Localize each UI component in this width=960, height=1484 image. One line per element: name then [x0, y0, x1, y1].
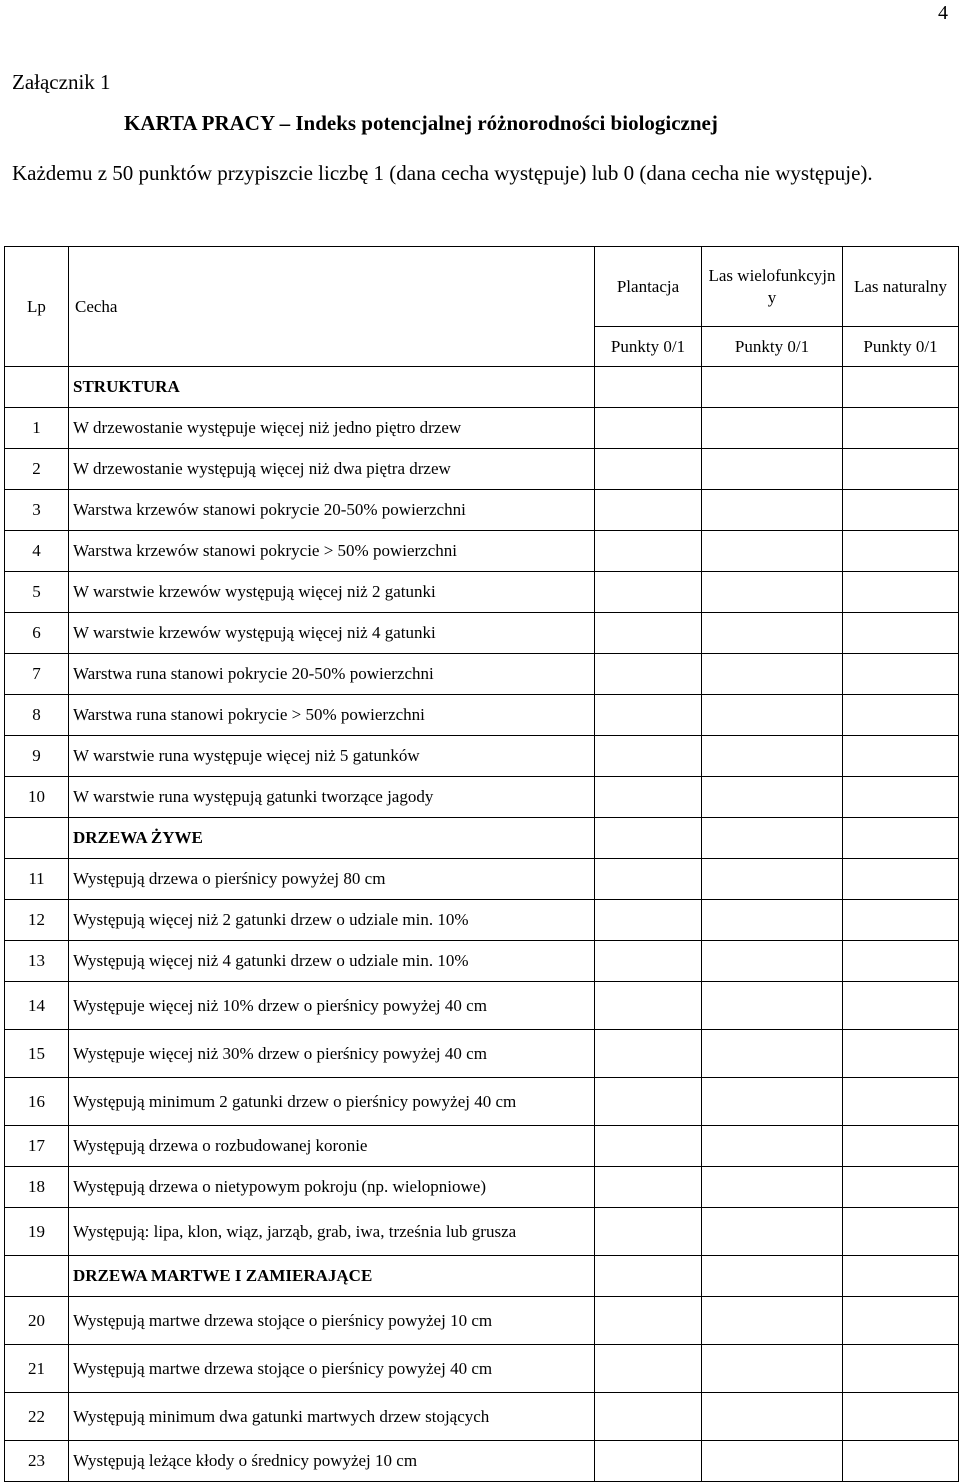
- score-cell[interactable]: [843, 1256, 959, 1297]
- score-las-naturalny[interactable]: [843, 572, 959, 613]
- feature-text: Występują martwe drzewa stojące o pierśnicy powyżej 10 cm: [69, 1297, 595, 1345]
- score-plantacja[interactable]: [595, 1030, 702, 1078]
- section-label: DRZEWA MARTWE I ZAMIERAJĄCE: [69, 1256, 595, 1297]
- row-number: 7: [5, 654, 69, 695]
- row-number: 22: [5, 1393, 69, 1441]
- feature-text: W warstwie runa występuje więcej niż 5 gatunków: [69, 736, 595, 777]
- score-las-wielofunkcyjny[interactable]: [702, 736, 843, 777]
- score-las-wielofunkcyjny[interactable]: [702, 1167, 843, 1208]
- score-plantacja[interactable]: [595, 900, 702, 941]
- score-plantacja[interactable]: [595, 859, 702, 900]
- score-plantacja[interactable]: [595, 613, 702, 654]
- score-plantacja[interactable]: [595, 490, 702, 531]
- row-number: 14: [5, 982, 69, 1030]
- feature-text: W drzewostanie występuje więcej niż jedno piętro drzew: [69, 408, 595, 449]
- score-plantacja[interactable]: [595, 531, 702, 572]
- feature-text: Warstwa krzewów stanowi pokrycie > 50% powierzchni: [69, 531, 595, 572]
- score-las-wielofunkcyjny[interactable]: [702, 531, 843, 572]
- feature-text: Występują drzewa o pierśnicy powyżej 80 cm: [69, 859, 595, 900]
- row-number: 12: [5, 900, 69, 941]
- table-row: [5, 531, 959, 572]
- table-row: [5, 1208, 959, 1256]
- score-las-wielofunkcyjny[interactable]: [702, 1441, 843, 1482]
- score-las-naturalny[interactable]: [843, 900, 959, 941]
- score-las-wielofunkcyjny[interactable]: [702, 1297, 843, 1345]
- row-number: 5: [5, 572, 69, 613]
- feature-text: Występują minimum 2 gatunki drzew o pierśnicy powyżej 40 cm: [69, 1078, 595, 1126]
- score-plantacja[interactable]: [595, 1126, 702, 1167]
- feature-text: Występują więcej niż 4 gatunki drzew o udziale min. 10%: [69, 941, 595, 982]
- score-las-wielofunkcyjny[interactable]: [702, 1345, 843, 1393]
- feature-text: Występują drzewa o rozbudowanej koronie: [69, 1126, 595, 1167]
- score-las-naturalny[interactable]: [843, 982, 959, 1030]
- score-plantacja[interactable]: [595, 654, 702, 695]
- instruction-text: Każdemu z 50 punktów przypiszcie liczbę 1 (dana cecha występuje) lub 0 (dana cecha nie występuje).: [12, 161, 873, 185]
- score-plantacja[interactable]: [595, 1078, 702, 1126]
- table-row: [5, 777, 959, 818]
- attachment-heading: Załącznik 1: [12, 70, 111, 94]
- row-number: 4: [5, 531, 69, 572]
- feature-text: W drzewostanie występują więcej niż dwa piętra drzew: [69, 449, 595, 490]
- feature-text: W warstwie krzewów występują więcej niż 4 gatunki: [69, 613, 595, 654]
- feature-text: W warstwie krzewów występują więcej niż 2 gatunki: [69, 572, 595, 613]
- worksheet-table: [4, 246, 959, 1482]
- section-lp-cell: [5, 367, 69, 408]
- score-las-wielofunkcyjny[interactable]: [702, 900, 843, 941]
- table-row: [5, 1441, 959, 1482]
- score-las-naturalny[interactable]: [843, 490, 959, 531]
- table-row: [5, 1393, 959, 1441]
- header-cecha: Cecha: [69, 247, 595, 367]
- score-las-wielofunkcyjny[interactable]: [702, 449, 843, 490]
- section-lp-cell: [5, 818, 69, 859]
- table-row: [5, 900, 959, 941]
- row-number: 21: [5, 1345, 69, 1393]
- score-plantacja[interactable]: [595, 941, 702, 982]
- header-punkty-wielofunkcyjny: Punkty 0/1: [702, 327, 843, 367]
- header-plantacja: Plantacja: [595, 247, 702, 327]
- feature-text: Występuje więcej niż 10% drzew o pierśnicy powyżej 40 cm: [69, 982, 595, 1030]
- score-cell[interactable]: [702, 1256, 843, 1297]
- table-row: [5, 1345, 959, 1393]
- section-row: [5, 818, 959, 859]
- table-row: [5, 1126, 959, 1167]
- row-number: 2: [5, 449, 69, 490]
- table-row: [5, 1297, 959, 1345]
- table-row: [5, 572, 959, 613]
- table-row: [5, 654, 959, 695]
- score-cell[interactable]: [702, 367, 843, 408]
- score-las-naturalny[interactable]: [843, 1030, 959, 1078]
- row-number: 13: [5, 941, 69, 982]
- score-plantacja[interactable]: [595, 777, 702, 818]
- score-plantacja[interactable]: [595, 1345, 702, 1393]
- section-row: [5, 1256, 959, 1297]
- row-number: 19: [5, 1208, 69, 1256]
- feature-text: Występują więcej niż 2 gatunki drzew o udziale min. 10%: [69, 900, 595, 941]
- score-cell[interactable]: [595, 367, 702, 408]
- page-number: 4: [938, 2, 948, 24]
- score-las-wielofunkcyjny[interactable]: [702, 1126, 843, 1167]
- row-number: 8: [5, 695, 69, 736]
- row-number: 11: [5, 859, 69, 900]
- feature-text: W warstwie runa występują gatunki tworzące jagody: [69, 777, 595, 818]
- score-las-naturalny[interactable]: [843, 1078, 959, 1126]
- score-las-naturalny[interactable]: [843, 408, 959, 449]
- score-las-naturalny[interactable]: [843, 613, 959, 654]
- row-number: 10: [5, 777, 69, 818]
- score-cell[interactable]: [843, 818, 959, 859]
- score-las-naturalny[interactable]: [843, 736, 959, 777]
- score-plantacja[interactable]: [595, 736, 702, 777]
- section-label: DRZEWA ŻYWE: [69, 818, 595, 859]
- score-las-wielofunkcyjny[interactable]: [702, 1030, 843, 1078]
- score-las-naturalny[interactable]: [843, 654, 959, 695]
- score-las-wielofunkcyjny[interactable]: [702, 572, 843, 613]
- header-las-wielofunkcyjny: Las wielofunkcyjn y: [702, 247, 843, 327]
- score-plantacja[interactable]: [595, 1167, 702, 1208]
- score-las-naturalny[interactable]: [843, 1208, 959, 1256]
- feature-text: Występują minimum dwa gatunki martwych drzew stojących: [69, 1393, 595, 1441]
- page-title: KARTA PRACY – Indeks potencjalnej różnorodności biologicznej: [124, 111, 718, 135]
- score-las-naturalny[interactable]: [843, 1345, 959, 1393]
- header-las-naturalny: Las naturalny: [843, 247, 959, 327]
- score-las-naturalny[interactable]: [843, 1126, 959, 1167]
- score-las-wielofunkcyjny[interactable]: [702, 654, 843, 695]
- row-number: 3: [5, 490, 69, 531]
- score-las-wielofunkcyjny[interactable]: [702, 1393, 843, 1441]
- feature-text: Warstwa krzewów stanowi pokrycie 20-50% powierzchni: [69, 490, 595, 531]
- table-row: [5, 736, 959, 777]
- feature-text: Występują martwe drzewa stojące o pierśnicy powyżej 40 cm: [69, 1345, 595, 1393]
- score-las-wielofunkcyjny[interactable]: [702, 695, 843, 736]
- row-number: 20: [5, 1297, 69, 1345]
- header-punkty-naturalny: Punkty 0/1: [843, 327, 959, 367]
- score-plantacja[interactable]: [595, 695, 702, 736]
- score-plantacja[interactable]: [595, 1441, 702, 1482]
- row-number: 1: [5, 408, 69, 449]
- score-plantacja[interactable]: [595, 1208, 702, 1256]
- score-plantacja[interactable]: [595, 408, 702, 449]
- score-las-naturalny[interactable]: [843, 777, 959, 818]
- row-number: 9: [5, 736, 69, 777]
- score-las-naturalny[interactable]: [843, 449, 959, 490]
- score-las-naturalny[interactable]: [843, 1167, 959, 1208]
- header-lp: Lp: [5, 247, 69, 367]
- feature-text: Występują leżące kłody o średnicy powyżej 10 cm: [69, 1441, 595, 1482]
- row-number: 6: [5, 613, 69, 654]
- score-las-naturalny[interactable]: [843, 695, 959, 736]
- row-number: 23: [5, 1441, 69, 1482]
- feature-text: Występuje więcej niż 30% drzew o pierśnicy powyżej 40 cm: [69, 1030, 595, 1078]
- score-las-wielofunkcyjny[interactable]: [702, 859, 843, 900]
- score-plantacja[interactable]: [595, 449, 702, 490]
- score-las-naturalny[interactable]: [843, 941, 959, 982]
- score-las-wielofunkcyjny[interactable]: [702, 1208, 843, 1256]
- score-cell[interactable]: [595, 818, 702, 859]
- table-row: [5, 1078, 959, 1126]
- section-label: STRUKTURA: [69, 367, 595, 408]
- score-las-naturalny[interactable]: [843, 1441, 959, 1482]
- score-plantacja[interactable]: [595, 982, 702, 1030]
- feature-text: Warstwa runa stanowi pokrycie 20-50% powierzchni: [69, 654, 595, 695]
- score-cell[interactable]: [843, 367, 959, 408]
- table-row: [5, 1167, 959, 1208]
- table-row: [5, 982, 959, 1030]
- table-row: [5, 449, 959, 490]
- score-cell[interactable]: [595, 1256, 702, 1297]
- score-las-wielofunkcyjny[interactable]: [702, 408, 843, 449]
- score-las-naturalny[interactable]: [843, 1393, 959, 1441]
- score-plantacja[interactable]: [595, 572, 702, 613]
- score-las-naturalny[interactable]: [843, 531, 959, 572]
- section-lp-cell: [5, 1256, 69, 1297]
- score-cell[interactable]: [702, 818, 843, 859]
- score-las-wielofunkcyjny[interactable]: [702, 982, 843, 1030]
- score-plantacja[interactable]: [595, 1393, 702, 1441]
- row-number: 15: [5, 1030, 69, 1078]
- feature-text: Występują: lipa, klon, wiąz, jarząb, grab, iwa, trześnia lub grusza: [69, 1208, 595, 1256]
- score-las-wielofunkcyjny[interactable]: [702, 941, 843, 982]
- row-number: 18: [5, 1167, 69, 1208]
- table-row: [5, 490, 959, 531]
- section-row: [5, 367, 959, 408]
- score-las-naturalny[interactable]: [843, 1297, 959, 1345]
- table-header-row: [5, 247, 959, 327]
- row-number: 17: [5, 1126, 69, 1167]
- row-number: 16: [5, 1078, 69, 1126]
- score-las-naturalny[interactable]: [843, 859, 959, 900]
- score-las-wielofunkcyjny[interactable]: [702, 613, 843, 654]
- table-row: [5, 941, 959, 982]
- table-row: [5, 859, 959, 900]
- feature-text: Występują drzewa o nietypowym pokroju (np. wielopniowe): [69, 1167, 595, 1208]
- score-las-wielofunkcyjny[interactable]: [702, 490, 843, 531]
- score-las-wielofunkcyjny[interactable]: [702, 1078, 843, 1126]
- feature-text: Warstwa runa stanowi pokrycie > 50% powierzchni: [69, 695, 595, 736]
- table-row: [5, 1030, 959, 1078]
- table-row: [5, 408, 959, 449]
- header-punkty-plantacja: Punkty 0/1: [595, 327, 702, 367]
- score-plantacja[interactable]: [595, 1297, 702, 1345]
- score-las-wielofunkcyjny[interactable]: [702, 777, 843, 818]
- table-row: [5, 613, 959, 654]
- table-row: [5, 695, 959, 736]
